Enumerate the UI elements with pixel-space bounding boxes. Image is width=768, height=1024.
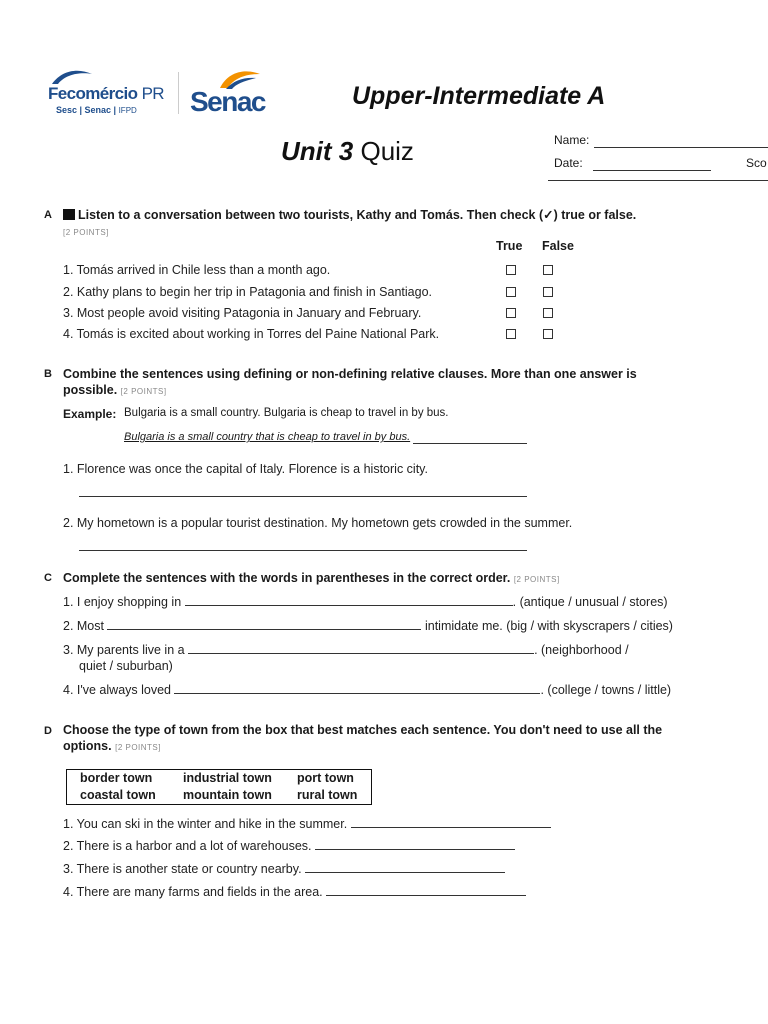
section-c-instruction: Complete the sentences with the words in parentheses in the correct order. [2 POINTS] <box>63 571 560 585</box>
box-word-coastal-town: coastal town <box>80 788 156 802</box>
section-a-letter: A <box>44 209 52 221</box>
box-word-mountain-town: mountain town <box>183 788 272 802</box>
section-d-item-1: 1. You can ski in the winter and hike in the summer. <box>63 816 551 831</box>
example-answer-line <box>413 443 527 444</box>
false-checkbox-4[interactable] <box>543 329 553 339</box>
section-c-blank-2[interactable] <box>107 618 421 630</box>
section-b-letter: B <box>44 368 52 380</box>
fecomercio-wordmark: Fecomércio PR <box>48 84 164 103</box>
section-d-blank-4[interactable] <box>326 884 526 896</box>
section-b-answer-1[interactable] <box>79 496 527 497</box>
unit-title: Unit 3 Quiz <box>281 136 414 166</box>
fecomercio-subline: Sesc | Senac | IFPD <box>56 105 137 115</box>
name-field[interactable] <box>594 147 768 148</box>
false-column-header: False <box>542 239 574 253</box>
date-label: Date: <box>554 156 583 170</box>
box-word-border-town: border town <box>80 771 153 785</box>
section-b-item-2: 2. My hometown is a popular tourist destination. My hometown gets crowded in the summer. <box>63 516 573 530</box>
section-d-item-3: 3. There is another state or country nearby. <box>63 861 505 876</box>
example-text: Bulgaria is a small country. Bulgaria is cheap to travel in by bus. <box>124 407 449 419</box>
level-title: Upper-Intermediate A <box>352 82 606 110</box>
section-d-item-2: 2. There is a harbor and a lot of warehouses. <box>63 838 515 853</box>
logo-divider <box>178 72 179 114</box>
section-c-blank-3[interactable] <box>188 642 534 654</box>
section-d-blank-1[interactable] <box>351 816 551 828</box>
false-checkbox-2[interactable] <box>543 287 553 297</box>
box-word-rural-town: rural town <box>297 788 358 802</box>
true-column-header: True <box>496 239 523 253</box>
section-d-blank-2[interactable] <box>315 838 515 850</box>
section-a-points: [2 POINTS] <box>63 228 109 237</box>
section-c-letter: C <box>44 572 52 584</box>
section-b-points: [2 POINTS] <box>120 387 167 396</box>
section-c-item-1: 1. I enjoy shopping in . (antique / unusual / stores) <box>63 595 668 609</box>
section-d-item-4: 4. There are many farms and fields in the area. <box>63 884 526 899</box>
section-b-answer-2[interactable] <box>79 550 527 551</box>
true-checkbox-2[interactable] <box>506 287 516 297</box>
date-field[interactable] <box>593 170 711 171</box>
word-box <box>66 769 372 805</box>
header-divider <box>548 180 768 181</box>
section-b-instruction: Combine the sentences using defining or non-defining relative clauses. More than one answer is possible. [2 POINTS] <box>63 367 637 397</box>
senac-logo <box>188 68 270 120</box>
section-c-item-3: 3. My parents live in a . (neighborhood / <box>63 643 629 657</box>
false-checkbox-1[interactable] <box>543 265 553 275</box>
section-a-item-2: 2. Kathy plans to begin her trip in Patagonia and finish in Santiago. <box>63 285 433 299</box>
example-label: Example: <box>63 407 117 421</box>
section-a-item-1: 1. Tomás arrived in Chile less than a month ago. <box>63 263 331 277</box>
section-c-points: [2 POINTS] <box>513 575 560 584</box>
section-a-item-3: 3. Most people avoid visiting Patagonia in January and February. <box>63 306 422 320</box>
section-d-letter: D <box>44 725 52 737</box>
section-c-item-4: 4. I've always loved . (college / towns / little) <box>63 683 672 697</box>
audio-icon <box>63 209 75 220</box>
section-a-item-4: 4. Tomás is excited about working in Torres del Paine National Park. <box>63 327 440 341</box>
true-checkbox-3[interactable] <box>506 308 516 318</box>
fecomercio-logo <box>46 68 176 120</box>
example-answer: Bulgaria is a small country that is cheap to travel in by bus. <box>124 431 411 443</box>
section-c-blank-4[interactable] <box>174 682 540 694</box>
senac-wordmark: Senac <box>190 86 265 117</box>
section-d-instruction: Choose the type of town from the box that best matches each sentence. You don't need to use all the options. [2 POINTS] <box>63 723 663 753</box>
false-checkbox-3[interactable] <box>543 308 553 318</box>
section-c-blank-1[interactable] <box>185 594 513 606</box>
section-d-blank-3[interactable] <box>305 861 505 873</box>
section-a-instruction: Listen to a conversation between two tourists, Kathy and Tomás. Then check (✓) true or false. <box>63 207 703 223</box>
section-d-points: [2 POINTS] <box>115 743 161 752</box>
name-label: Name: <box>554 133 590 147</box>
section-c-item-3-continued: quiet / suburban) <box>79 659 173 673</box>
true-checkbox-1[interactable] <box>506 265 516 275</box>
true-checkbox-4[interactable] <box>506 329 516 339</box>
box-word-port-town: port town <box>297 771 354 785</box>
section-b-item-1: 1. Florence was once the capital of Italy. Florence is a historic city. <box>63 462 428 476</box>
score-label: Sco <box>746 156 767 170</box>
section-c-item-2: 2. Most intimidate me. (big / with skyscrapers / cities) <box>63 619 673 633</box>
box-word-industrial-town: industrial town <box>183 771 272 785</box>
